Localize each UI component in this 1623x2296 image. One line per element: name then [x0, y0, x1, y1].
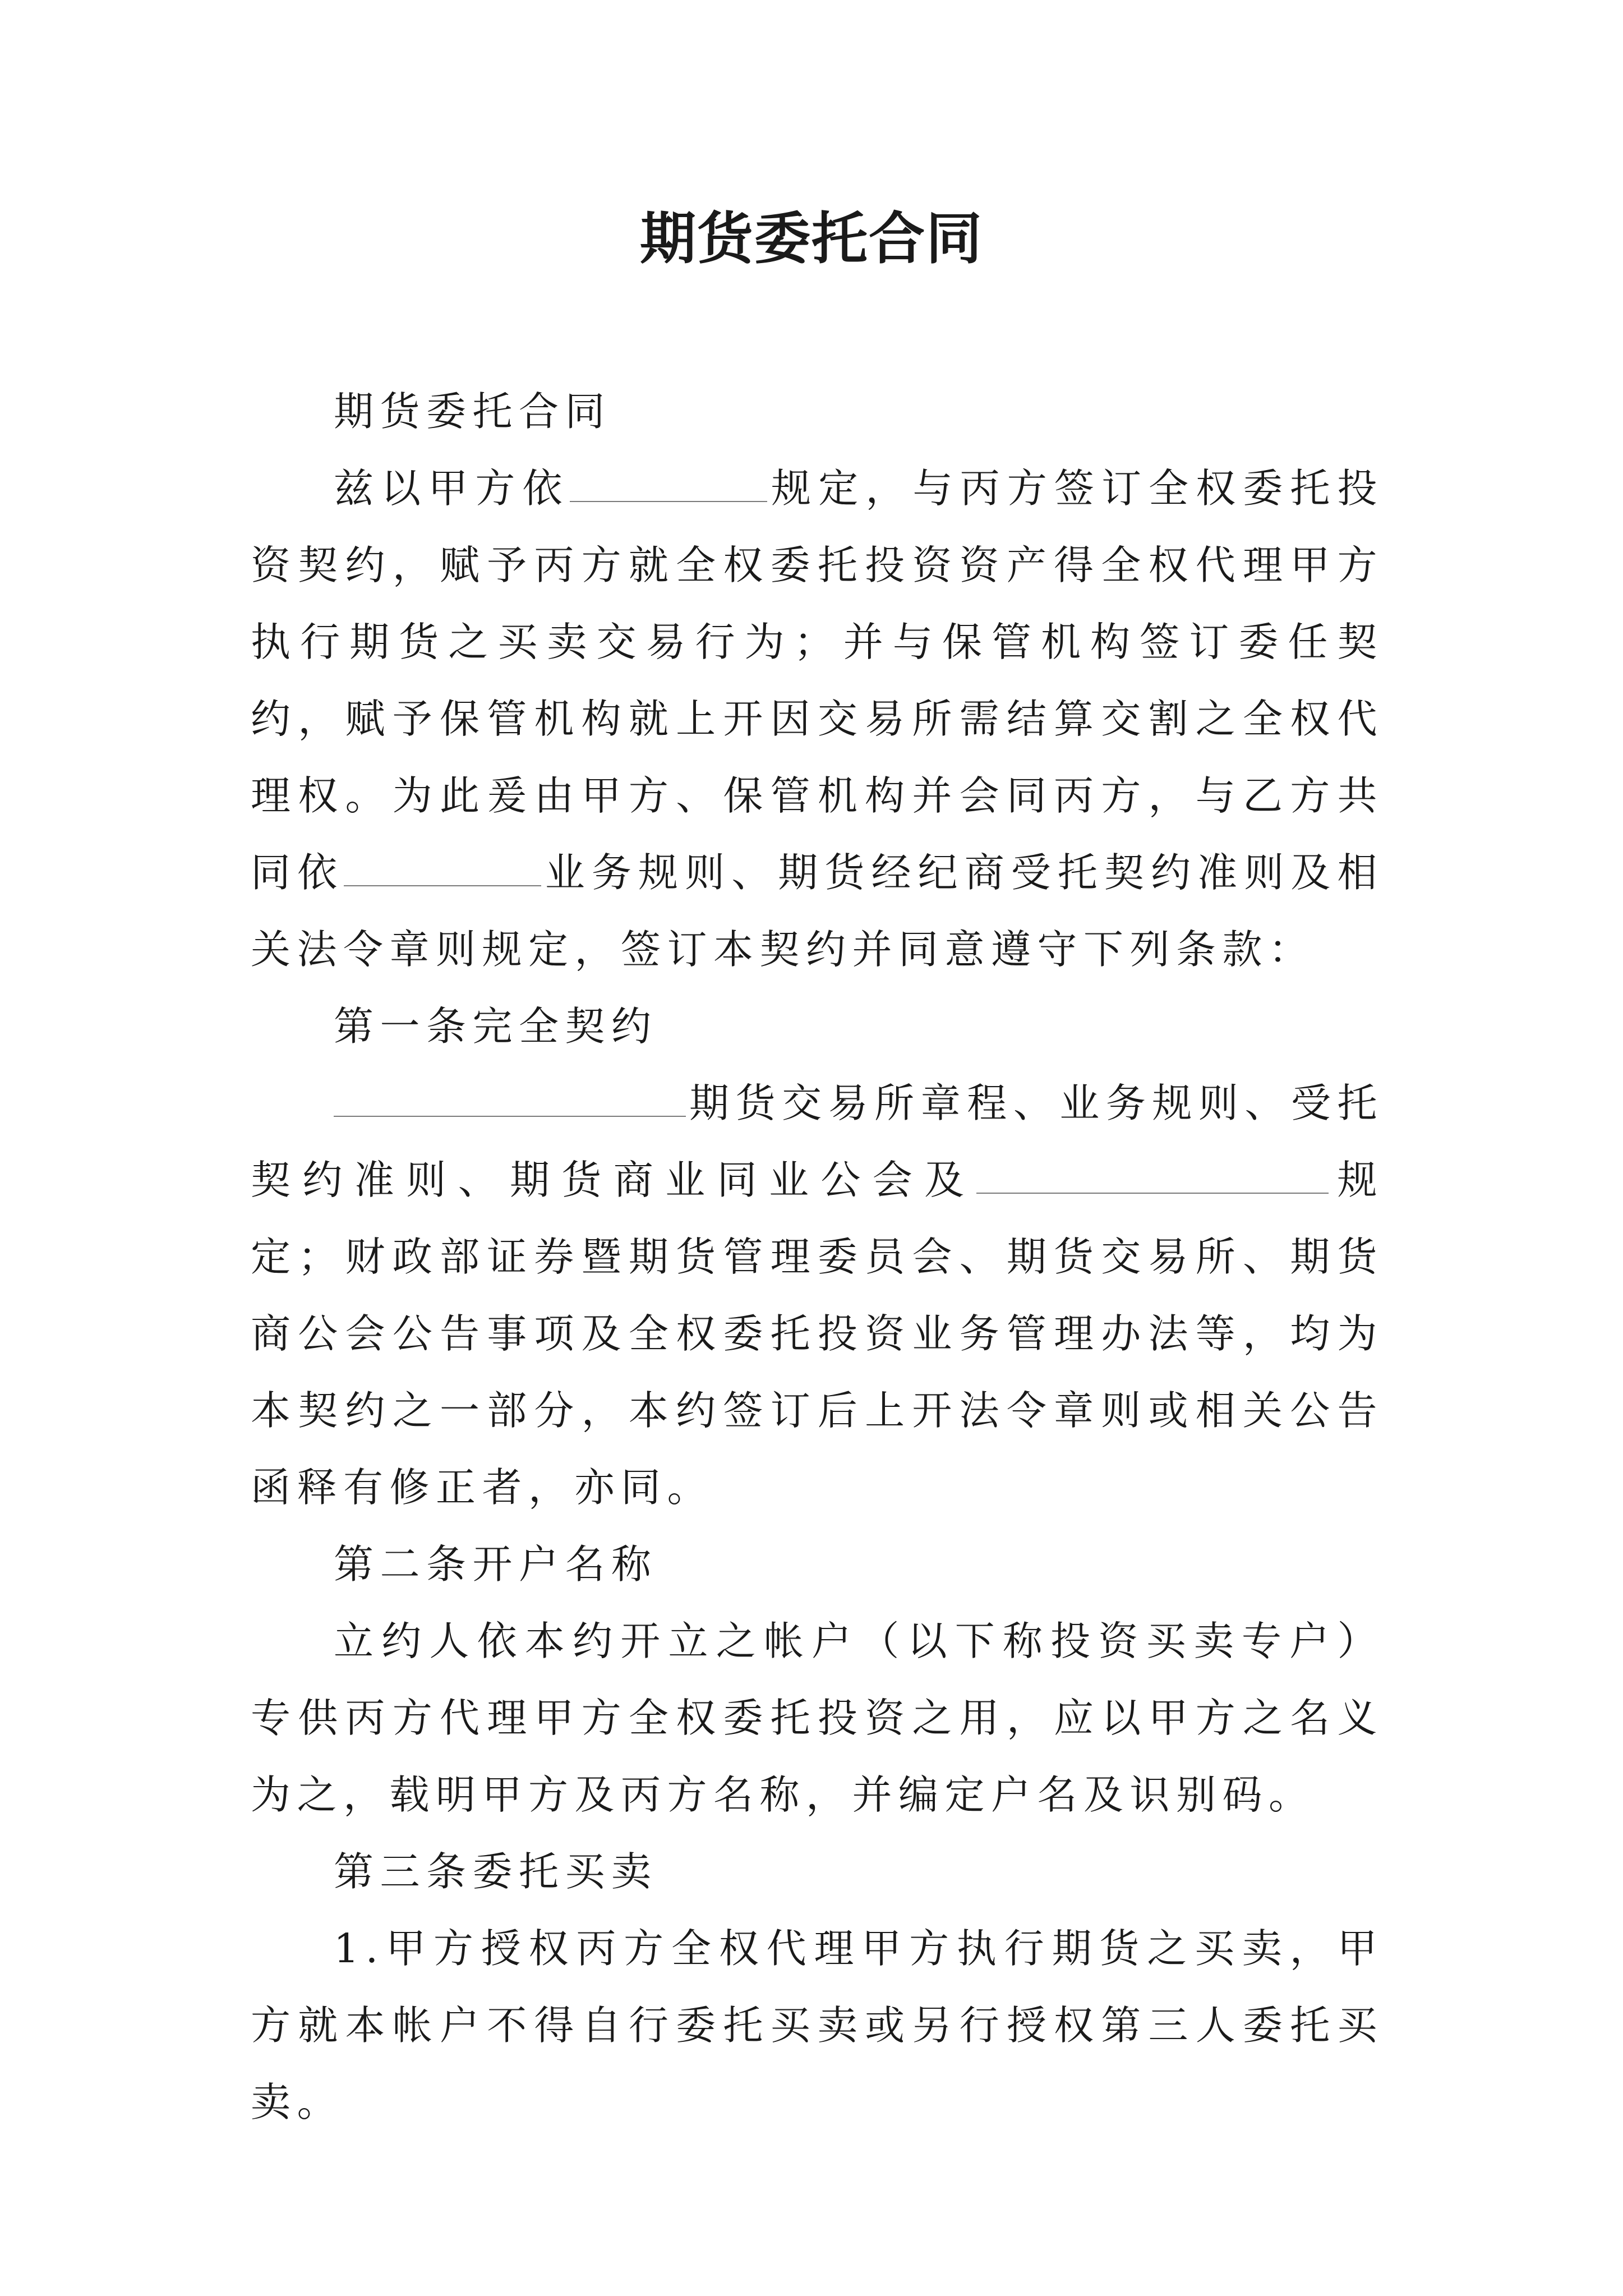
intro-text-1: 兹以甲方依: [334, 465, 570, 512]
fill-in-blank: [570, 462, 767, 502]
article-1-heading: 第一条完全契约: [334, 1003, 658, 1050]
article-1-text-2: 规定；财政部证券暨期货管理委员会、期货交易所、期货商公会公告事项及全权委托投资业务管理办法等，均为本契约之一部分，本约签订后上开法令章则或相关公告函释有修正者，亦同。: [251, 1157, 1384, 1511]
intro-text-2: 规定，与丙方签订全权委托投资契约，赋予丙方就全权委托投资资产得全权代理甲方执行期货之买卖交易行为；并与保管机构签订委任契约，赋予保管机构就上开因交易所需结算交割之全权代理权。为此爰由甲方、保管机构并会同丙方，与乙方共同依: [251, 465, 1384, 896]
document-heading: 期货委托合同: [334, 388, 612, 435]
fill-in-blank: [334, 1076, 686, 1117]
article-3-heading: 第三条委托买卖: [334, 1848, 658, 1895]
fill-in-blank: [976, 1153, 1329, 1194]
article-2-heading: 第二条开户名称: [334, 1541, 658, 1588]
article-3-item-1: 1.甲方授权丙方全权代理甲方执行期货之买卖，甲方就本帐户不得自行委托买卖或另行授权第三人委托买卖。: [251, 1925, 1384, 2125]
fill-in-blank: [344, 846, 541, 886]
document-title: 期货委托合同: [640, 205, 983, 272]
document-body: [251, 373, 1384, 2141]
article-2-paragraph: 立约人依本约开立之帐户（以下称投资买卖专户）专供丙方代理甲方全权委托投资之用，应以甲方之名义为之，载明甲方及丙方名称，并编定户名及识别码。: [251, 1618, 1384, 1818]
article-1-text-1: 期货交易所章程、业务规则、受托契约准则、期货商业同业公会及: [251, 1080, 1384, 1203]
article-1-paragraph: [251, 1065, 1384, 1526]
intro-paragraph: [251, 450, 1384, 988]
intro-text-3: 业务规则、期货经纪商受托契约准则及相关法令章则规定，签订本契约并同意遵守下列条款：: [251, 849, 1384, 973]
